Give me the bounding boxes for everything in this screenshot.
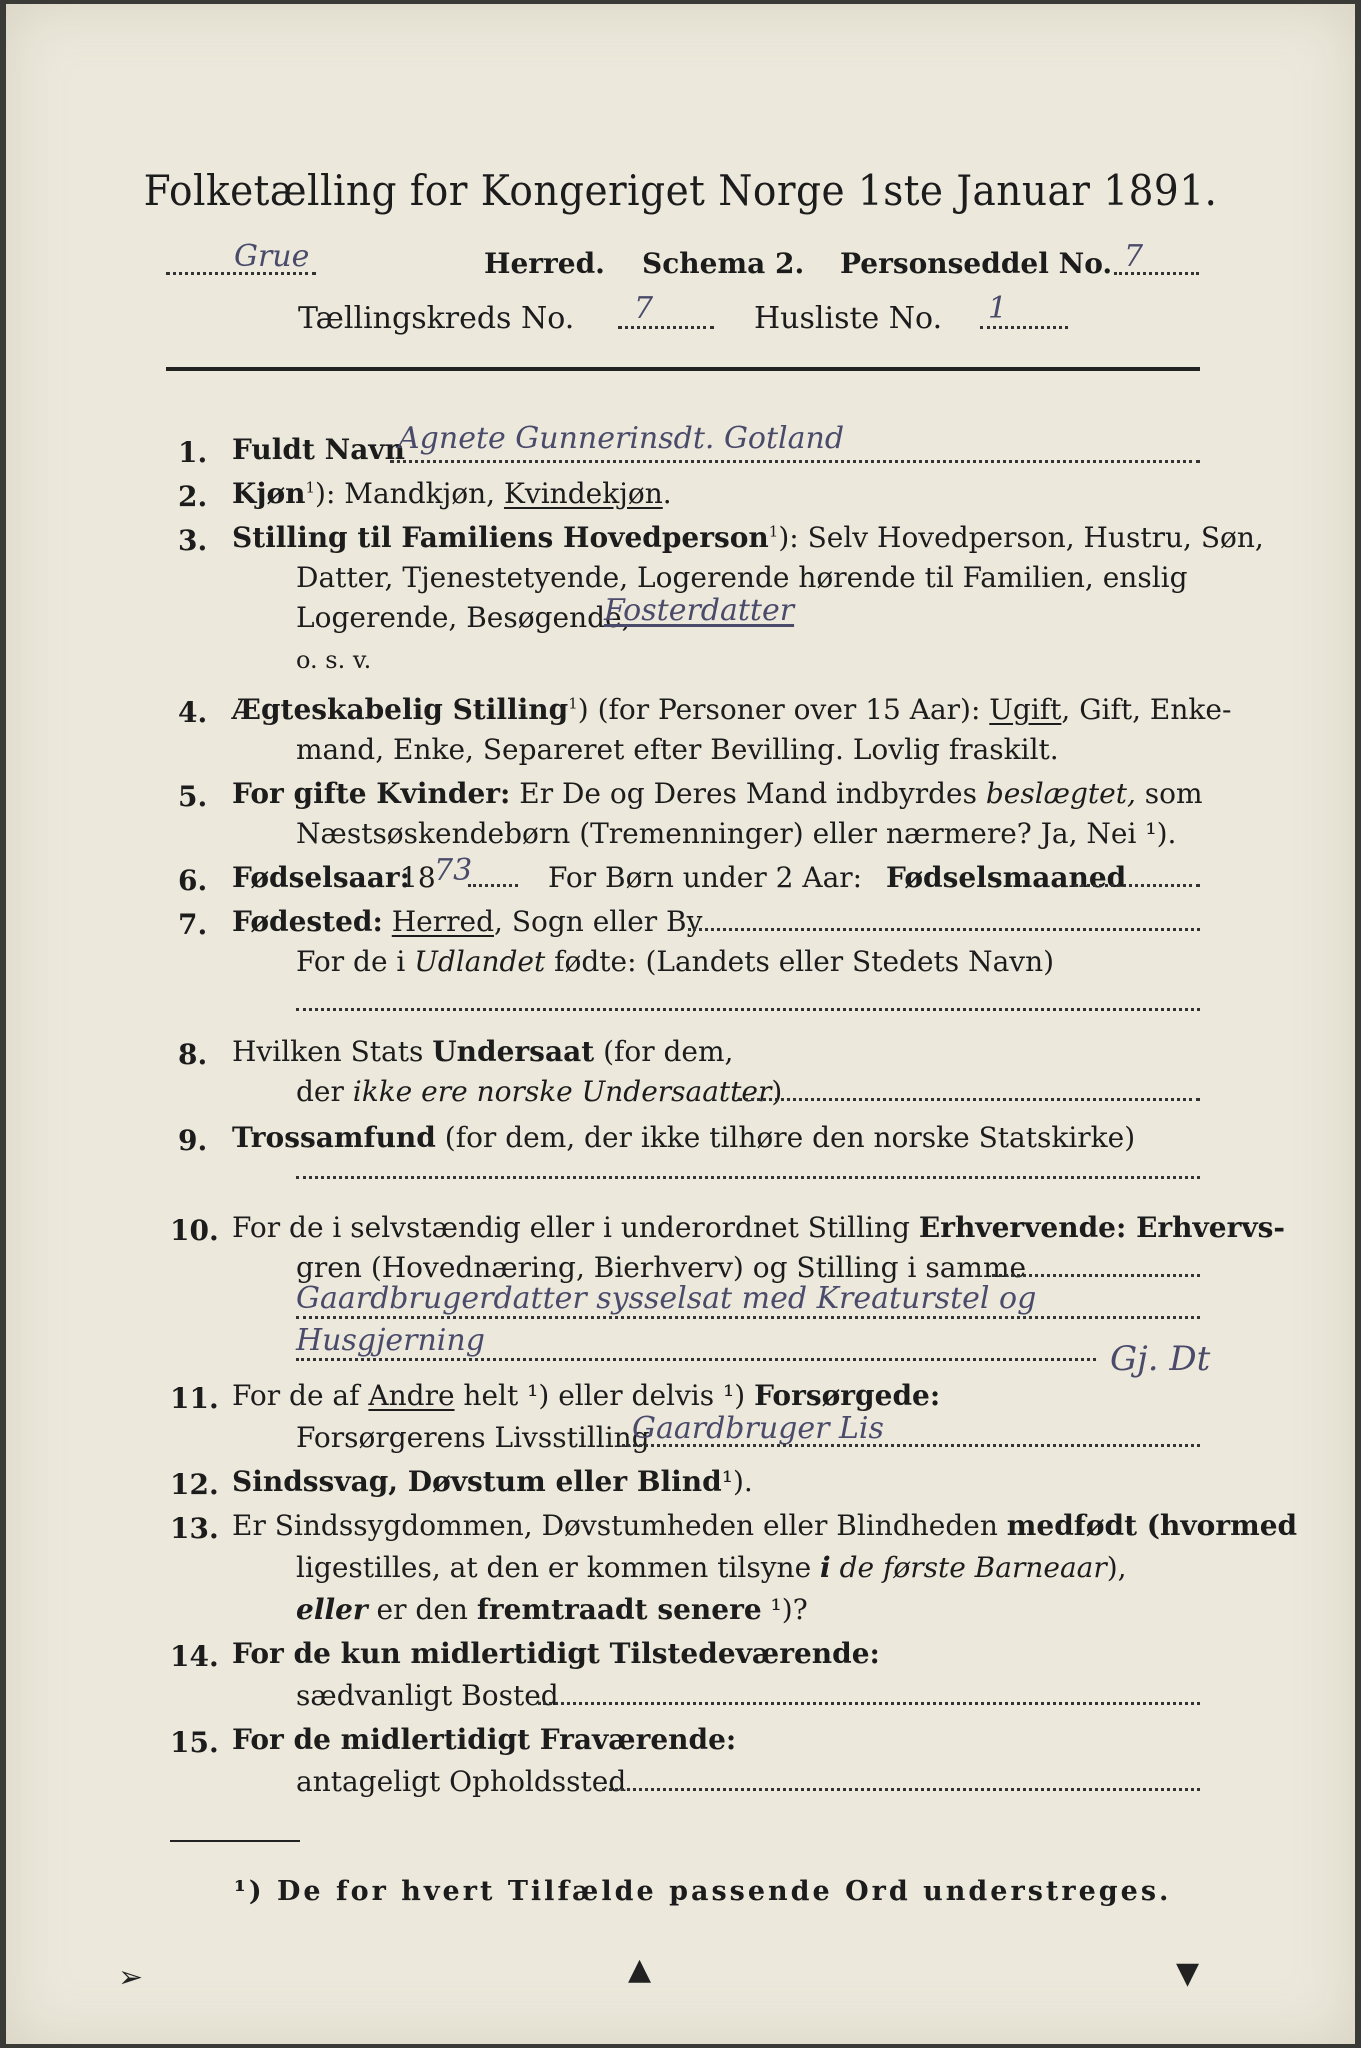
q8-line2 bbox=[296, 1075, 783, 1108]
printer-mark-center-icon: ▲ bbox=[628, 1952, 652, 1987]
q5-text bbox=[232, 777, 1203, 810]
q5-text-a: Er De og Deres Mand indbyrdes bbox=[510, 777, 986, 810]
q3-line4: o. s. v. bbox=[296, 646, 372, 674]
q1-label: Fuldt Navn bbox=[232, 433, 406, 466]
q10-initials: Gj. Dt bbox=[1110, 1339, 1211, 1379]
q11-text-c: helt ¹) eller delvis ¹) bbox=[454, 1379, 755, 1412]
q5-number: 5. bbox=[178, 780, 208, 813]
q10-text bbox=[232, 1211, 1286, 1244]
q15-line2: antageligt Opholdssted bbox=[296, 1765, 627, 1798]
q13-text-b: (hvormed bbox=[1137, 1509, 1298, 1542]
q11-answer: Gaardbruger Lis bbox=[632, 1411, 884, 1446]
q4-selected: Ugift bbox=[989, 693, 1062, 726]
q8-dotted-line bbox=[738, 1098, 1200, 1101]
q13-line2-a: ligestilles, at den er kommen tilsyne bbox=[296, 1551, 821, 1584]
q7-text bbox=[232, 905, 703, 938]
q7-line2 bbox=[296, 945, 1055, 978]
q13-line3-c: fremtraadt senere bbox=[476, 1593, 762, 1626]
q5-label: For gifte Kvinder: bbox=[232, 777, 511, 810]
q7-number: 7. bbox=[178, 908, 208, 941]
q9-text-a: (for dem, der ikke tilhøre den norske Statskirke) bbox=[435, 1121, 1136, 1154]
q6-text-a: For Børn under 2 Aar: bbox=[548, 861, 863, 894]
herred-value: Grue bbox=[234, 239, 310, 274]
kreds-dotted-line bbox=[618, 326, 714, 329]
q13-line2-b: i bbox=[820, 1551, 831, 1584]
q3-number: 3. bbox=[178, 524, 208, 557]
kreds-value: 7 bbox=[634, 291, 654, 326]
q8-label: Undersaat bbox=[432, 1035, 595, 1068]
q1-number: 1. bbox=[178, 436, 208, 469]
q13-label: medfødt bbox=[1006, 1509, 1138, 1542]
q4-text: Ægteskabelig Stilling$^1$) (for Personer over 15 Aar): Ugift, Gift, Enke- bbox=[232, 693, 1232, 726]
q14-line2: sædvanligt Bosted bbox=[296, 1679, 559, 1712]
q7-line2-c: fødte: (Landets eller Stedets Navn) bbox=[545, 945, 1055, 978]
q9-number: 9. bbox=[178, 1124, 208, 1157]
page-title: Folketælling for Kongeriget Norge 1ste Januar 1891. bbox=[143, 166, 1218, 215]
q9-dotted-line bbox=[296, 1176, 1200, 1179]
q13-line2 bbox=[296, 1551, 1127, 1584]
q3-label: Stilling til Familiens Hovedperson bbox=[232, 521, 769, 554]
q8-text-a: Hvilken Stats bbox=[232, 1035, 433, 1068]
q9-text bbox=[232, 1121, 1136, 1154]
q10-dotted-line-b bbox=[296, 1316, 1200, 1319]
q1-answer: Agnete Gunnerinsdt. Gotland bbox=[398, 421, 845, 456]
q8-line2-a: der bbox=[296, 1075, 353, 1108]
q2-number: 2. bbox=[178, 480, 208, 513]
q11-number: 11. bbox=[170, 1382, 219, 1415]
q8-text bbox=[232, 1035, 734, 1068]
q10-text-a: For de i selvstændig eller i underordnet Stilling bbox=[232, 1211, 919, 1244]
q13-line3-b: er den bbox=[367, 1593, 477, 1626]
q13-line2-d: ), bbox=[1106, 1551, 1127, 1584]
q10-dotted-line-a bbox=[992, 1274, 1200, 1277]
q5-text-b: beslægtet, bbox=[985, 777, 1136, 810]
census-form-page bbox=[6, 4, 1355, 2044]
schema-label: Schema 2. bbox=[642, 247, 805, 280]
q7-text-b: , Sogn eller By bbox=[494, 905, 703, 938]
q15-label: For de midlertidigt Fraværende: bbox=[232, 1723, 737, 1756]
kreds-label: Tællingskreds No. bbox=[298, 301, 575, 336]
q13-number: 13. bbox=[170, 1512, 219, 1545]
printer-mark-right-icon: ▼ bbox=[1176, 1956, 1200, 1991]
q12-label: Sindssvag, Døvstum eller Blind bbox=[232, 1465, 722, 1498]
q11-text-a: For de af bbox=[232, 1379, 369, 1412]
q6-text-b: Fødselsmaaned bbox=[886, 861, 1127, 894]
q4-label: Ægteskabelig Stilling bbox=[232, 693, 569, 726]
q15-number: 15. bbox=[170, 1726, 219, 1759]
husliste-dotted-line bbox=[980, 326, 1068, 329]
q12-number: 12. bbox=[170, 1468, 219, 1501]
q7-label: Fødested: bbox=[232, 905, 383, 938]
q10-label: Erhvervende: bbox=[918, 1211, 1127, 1244]
q3-text-a: ): Selv Hovedperson, Hustru, Søn, bbox=[778, 521, 1264, 554]
q10-line2: gren (Hovednæring, Bierhverv) og Stilling i samme bbox=[296, 1251, 1027, 1284]
q4-text-a: ) (for Personer over 15 Aar): bbox=[577, 693, 990, 726]
q7-selected: Herred bbox=[391, 905, 495, 938]
q6-dotted-line-a bbox=[468, 884, 518, 887]
q10-number: 10. bbox=[170, 1214, 219, 1247]
q3-answer: Fosterdatter bbox=[604, 593, 795, 628]
q10-dotted-line-c bbox=[296, 1358, 1096, 1361]
q7-dotted-line-2 bbox=[296, 1008, 1200, 1011]
q2-selected: Kvindekjøn bbox=[503, 477, 663, 510]
q3-text: Stilling til Familiens Hovedperson$^1$): Selv Hovedperson, Hustru, Søn, bbox=[232, 521, 1264, 554]
q2-text-c: . bbox=[662, 477, 672, 510]
q7-dotted-line bbox=[688, 928, 1200, 931]
q4-text-c: , Gift, Enke- bbox=[1061, 693, 1232, 726]
q9-label: Trossamfund bbox=[232, 1121, 436, 1154]
q13-line2-c: de første Barneaar bbox=[830, 1551, 1107, 1584]
herred-label: Herred. bbox=[484, 247, 605, 280]
q5-line2: Næstsøskendebørn (Tremenninger) eller nærmere? Ja, Nei ¹). bbox=[296, 817, 1177, 850]
q13-line3-a: eller bbox=[296, 1593, 368, 1626]
q2-sup: 1 bbox=[305, 478, 316, 497]
q7-line2-a: For de i bbox=[296, 945, 415, 978]
q11-line2: Forsørgerens Livsstilling bbox=[296, 1421, 650, 1454]
q14-number: 14. bbox=[170, 1640, 219, 1673]
q1-dotted-line bbox=[390, 460, 1200, 463]
q8-line2-c: ) bbox=[771, 1075, 783, 1108]
q6-number: 6. bbox=[178, 864, 208, 897]
q6-dotted-line-b bbox=[1074, 884, 1200, 887]
q12-text-a: ¹). bbox=[721, 1465, 753, 1498]
q8-number: 8. bbox=[178, 1038, 208, 1071]
q10-answer1: Gaardbrugerdatter sysselsat med Kreaturstel og bbox=[296, 1281, 1037, 1316]
q13-text bbox=[232, 1509, 1298, 1542]
q13-line3 bbox=[296, 1593, 808, 1626]
q6-label: Fødselsaar: bbox=[232, 861, 410, 894]
footnote: ¹) De for hvert Tilfælde passende Ord understreges. bbox=[234, 1876, 1172, 1907]
q4-line2: mand, Enke, Separeret efter Bevilling. Lovlig fraskilt. bbox=[296, 733, 1059, 766]
q11-text bbox=[232, 1379, 941, 1412]
q3-line2: Datter, Tjenestetyende, Logerende hørende til Familien, enslig bbox=[296, 561, 1188, 594]
husliste-label: Husliste No. bbox=[754, 301, 943, 336]
q2-label: Kjøn bbox=[232, 477, 306, 510]
q11-text-b: Andre bbox=[368, 1379, 455, 1412]
q6-value-prefix: 18 bbox=[400, 861, 436, 894]
header-rule bbox=[166, 367, 1200, 371]
q8-line2-b: ikke ere norske Undersaatter bbox=[352, 1075, 772, 1108]
personseddel-label: Personseddel No. bbox=[840, 247, 1113, 280]
q6-value: 73 bbox=[434, 853, 473, 888]
personseddel-dotted-line bbox=[1114, 272, 1199, 275]
printer-mark-left-icon: ➢ bbox=[118, 1960, 144, 1995]
q5-text-c: som bbox=[1135, 777, 1203, 810]
footnote-rule bbox=[170, 1840, 300, 1842]
q3-line3: Logerende, Besøgende, bbox=[296, 601, 631, 634]
q10-text-b: Erhvervs- bbox=[1126, 1211, 1286, 1244]
husliste-value: 1 bbox=[988, 291, 1008, 326]
q11-dotted-line bbox=[622, 1444, 1200, 1447]
q13-line3-d: ¹)? bbox=[761, 1593, 808, 1626]
q13-text-a: Er Sindssygdommen, Døvstumheden eller Blindheden bbox=[232, 1509, 1007, 1542]
q11-label: Forsørgede: bbox=[754, 1379, 941, 1412]
q14-label: For de kun midlertidigt Tilstedeværende: bbox=[232, 1637, 880, 1670]
q8-text-b: (for dem, bbox=[594, 1035, 734, 1068]
q7-line2-b: Udlandet bbox=[414, 945, 546, 978]
personseddel-value: 7 bbox=[1124, 239, 1144, 274]
q2-text-a: ): Mandkjøn, bbox=[315, 477, 504, 510]
q4-number: 4. bbox=[178, 696, 208, 729]
q15-dotted-line bbox=[602, 1788, 1200, 1791]
q10-answer2: Husgjerning bbox=[296, 1323, 485, 1358]
q14-dotted-line bbox=[538, 1702, 1200, 1705]
q12-text bbox=[232, 1465, 753, 1498]
q2-text bbox=[232, 477, 672, 510]
